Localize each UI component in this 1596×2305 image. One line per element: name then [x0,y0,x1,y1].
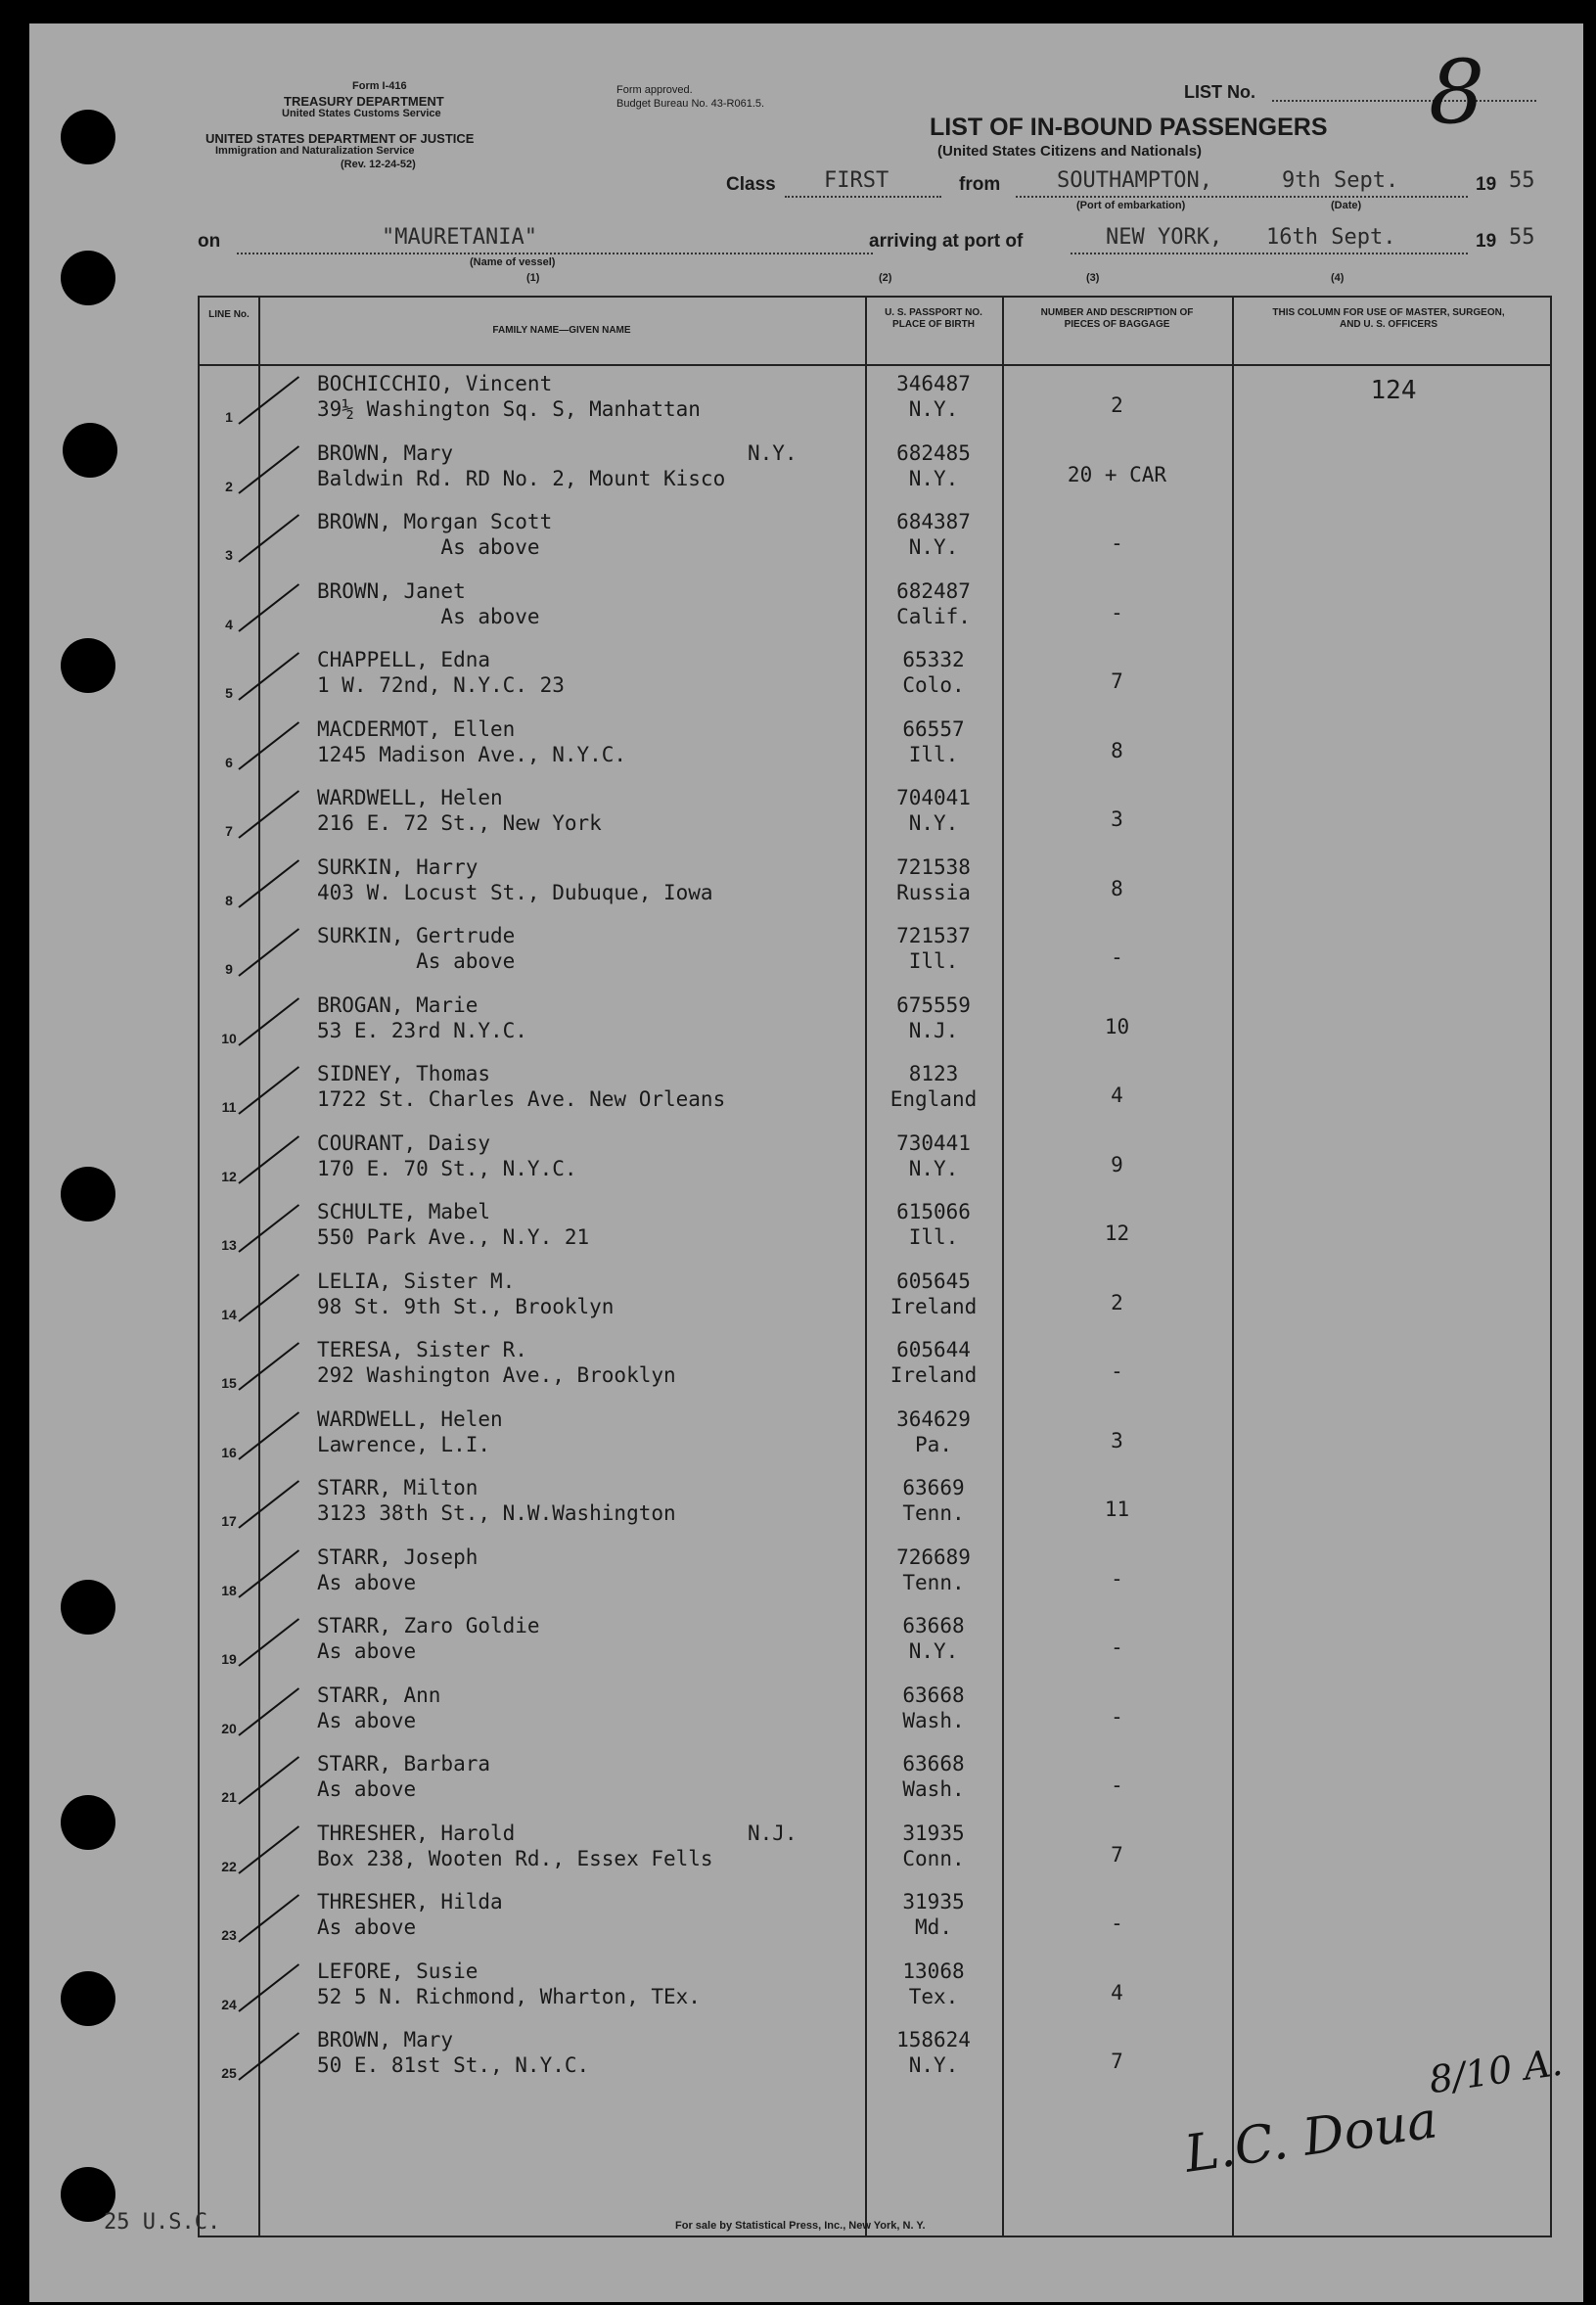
line-number: 4 [225,616,233,632]
passenger-name: SURKIN, Gertrude [317,924,516,947]
vessel-num: (1) [526,272,540,284]
baggage-count: 7 [1111,1842,1123,1867]
table-row [200,780,1550,850]
passport-number: 31935 [902,1821,965,1845]
passport-number: 66557 [902,716,965,741]
form-approved: Form approved. [616,84,693,96]
table-row [200,1470,1550,1540]
place-of-birth: Tenn. [902,1501,965,1525]
line-number: 3 [225,547,233,563]
passport-number: 31935 [902,1890,965,1913]
line-number: 10 [221,1030,237,1046]
list-no-label: LIST No. [1184,82,1255,102]
line-number: 22 [221,1858,237,1874]
baggage-count: 20 + CAR [1067,462,1167,486]
form-subtitle: (United States Citizens and Nationals) [937,143,1203,160]
place-of-birth: Wash. [902,1777,965,1801]
baggage-count: - [1111,1774,1123,1797]
passport-number: 615066 [896,1200,971,1223]
vessel-name: "MAURETANIA" [382,225,537,250]
passenger-name: LEFORE, Susie [317,1959,479,1983]
year2-prefix: 19 [1476,231,1497,252]
arrival-date: 16th Sept. [1266,225,1396,250]
line-number: 5 [225,685,233,701]
passport-number: 65332 [902,648,965,671]
table-row [200,1540,1550,1609]
passenger-name: BOCHICCHIO, Vincent [317,372,553,395]
passenger-address: 403 W. Locust St., Dubuque, Iowa [317,880,713,904]
col-header-name: FAMILY NAME—GIVEN NAME [492,325,631,336]
place-of-birth: N.Y. [908,397,959,421]
place-of-birth: N.Y. [908,466,959,490]
table-row [200,504,1550,574]
table-row [200,1056,1550,1126]
line-number: 8 [225,892,233,908]
signature-note: 8/10 A. [1426,2040,1566,2102]
passenger-name: STARR, Joseph [317,1544,479,1569]
place-of-birth: Ill. [908,949,959,973]
baggage-count: - [1111,1704,1123,1729]
passenger-name: STARR, Zaro Goldie [317,1614,540,1637]
dept-justice-sub: Immigration and Naturalization Service [215,145,415,157]
punch-hole [61,638,115,693]
baggage-count: - [1111,1566,1123,1590]
baggage-count: 11 [1104,1498,1130,1521]
dept-justice: UNITED STATES DEPARTMENT OF JUSTICE [205,131,475,146]
line-number: 7 [225,823,233,839]
line-number: 6 [225,754,233,770]
table-row [200,1332,1550,1402]
table-row [200,1884,1550,1954]
baggage-count: - [1111,1636,1123,1659]
line-number: 15 [221,1375,237,1391]
place-of-birth: England [889,1087,978,1111]
place-of-birth: Ill. [908,1225,959,1249]
table-row [200,366,1550,436]
dept-treasury: TREASURY DEPARTMENT [284,94,444,109]
line-number: 13 [221,1237,237,1253]
line-number: 12 [221,1168,237,1184]
baggage-count: 9 [1111,1152,1123,1176]
table-row [200,1954,1550,2023]
table-row [200,712,1550,781]
table-row [200,1678,1550,1747]
passenger-address: 1245 Madison Ave., N.Y.C. [317,742,627,766]
place-of-birth: Md. [915,1915,952,1939]
passenger-name: STARR, Ann [317,1683,441,1707]
list-no-value: 8 [1429,41,1485,144]
address-state-note: N.Y. [748,440,798,465]
table-row [200,2022,1550,2092]
baggage-count: 7 [1111,2050,1123,2073]
passenger-name: BROWN, Morgan Scott [317,510,553,533]
form-title: LIST OF IN-BOUND PASSENGERS [930,114,1328,141]
passport-number: 682487 [896,578,971,603]
col3-number: (3) [1086,272,1100,284]
passenger-address: As above [317,1708,417,1732]
passenger-name: MACDERMOT, Ellen [317,716,516,741]
col-header-line: LINE No. [208,309,250,320]
baggage-count: 2 [1111,393,1123,417]
place-of-birth: Calif. [896,604,971,628]
signature: L.C. Doua [1181,2091,1441,2185]
passenger-name: THRESHER, Hilda [317,1890,503,1913]
passenger-address: 50 E. 81st St., N.Y.C. [317,2053,590,2077]
table-row [200,1402,1550,1471]
baggage-count: 3 [1111,807,1123,831]
line-number: 24 [221,1996,237,2012]
table-row [200,436,1550,505]
passenger-name: SIDNEY, Thomas [317,1062,491,1085]
baggage-count: 4 [1111,1980,1123,2005]
embark-date: 9th Sept. [1282,168,1399,193]
passenger-address: Box 238, Wooten Rd., Essex Fells [317,1846,713,1870]
passport-number: 63669 [902,1476,965,1499]
dept-treasury-sub: United States Customs Service [282,108,441,119]
line-number: 23 [221,1927,237,1943]
passenger-name: SCHULTE, Mabel [317,1200,491,1223]
line-number: 2 [225,478,233,494]
col2-number: (2) [879,272,892,284]
passenger-address: 53 E. 23rd N.Y.C. [317,1018,527,1042]
baggage-count: 8 [1111,876,1123,900]
passport-number: 63668 [902,1683,965,1707]
table-row [200,918,1550,988]
punch-hole [61,251,115,305]
footer-left: 25 U.S.C. [104,2210,221,2235]
place-of-birth: N.Y. [908,811,959,835]
table-row [200,574,1550,643]
revision: (Rev. 12-24-52) [341,159,416,170]
address-state-note: N.J. [748,1821,798,1845]
passenger-address: 52 5 N. Richmond, Wharton, TEx. [317,1984,701,2008]
col-header-official: THIS COLUMN FOR USE OF MASTER, SURGEON, AND U. S. OFFICERS [1272,307,1505,330]
baggage-count: - [1111,1912,1123,1935]
class-label: Class [726,174,776,195]
passenger-address: 1 W. 72nd, N.Y.C. 23 [317,673,565,697]
passport-number: 730441 [896,1130,971,1155]
passenger-address: 550 Park Ave., N.Y. 21 [317,1225,590,1249]
table-row [200,988,1550,1057]
manifest-sheet [29,23,1583,2302]
passenger-address: 292 Washington Ave., Brooklyn [317,1363,676,1387]
passenger-name: LELIA, Sister M. [317,1268,516,1293]
passenger-name: SURKIN, Harry [317,854,479,879]
passenger-address: 3123 38th St., N.W.Washington [317,1501,676,1525]
arrival-port: NEW YORK, [1106,225,1223,250]
class-value: FIRST [824,168,889,193]
passenger-address: 39½ Washington Sq. S, Manhattan [317,397,701,421]
punch-hole [61,1167,115,1222]
col4-number: (4) [1331,272,1345,284]
line-number: 20 [221,1720,237,1736]
form-number: Form I-416 [352,80,407,92]
line-number: 21 [221,1789,237,1805]
place-of-birth: Russia [896,880,971,904]
passport-number: 684387 [896,510,971,533]
place-of-birth: Ireland [889,1363,978,1387]
table-row [200,642,1550,712]
passenger-address: As above [317,1639,417,1663]
passport-number: 605645 [896,1268,971,1293]
table-row [200,1126,1550,1195]
line-number: 17 [221,1513,237,1529]
place-of-birth: Pa. [915,1432,952,1456]
official-note: 124 [1370,376,1417,405]
punch-hole [61,1971,115,2026]
passenger-name: THRESHER, Harold [317,1821,516,1845]
passenger-address: Baldwin Rd. RD No. 2, Mount Kisco [317,466,726,490]
baggage-count: 12 [1104,1222,1130,1245]
passenger-address: As above [317,535,540,559]
embark-caption: (Port of embarkation) [1076,200,1186,211]
passport-number: 605644 [896,1338,971,1361]
footer-printer: For sale by Statistical Press, Inc., New York, N. Y. [675,2220,926,2232]
passenger-name: WARDWELL, Helen [317,786,503,809]
passport-number: 682485 [896,440,971,465]
passenger-address: As above [317,949,516,973]
punch-hole [63,423,117,478]
passport-number: 726689 [896,1544,971,1569]
date-caption: (Date) [1331,200,1362,211]
place-of-birth: Tenn. [902,1570,965,1594]
passenger-name: TERESA, Sister R. [317,1338,527,1361]
baggage-count: - [1111,531,1123,555]
punch-hole [61,1580,115,1635]
passenger-name: WARDWELL, Helen [317,1406,503,1431]
passenger-address: As above [317,1915,417,1939]
place-of-birth: N.Y. [908,1156,959,1180]
place-of-birth: N.Y. [908,1639,959,1663]
place-of-birth: Ill. [908,742,959,766]
passport-number: 13068 [902,1959,965,1983]
passenger-address: 170 E. 70 St., N.Y.C. [317,1156,577,1180]
table-row [200,850,1550,919]
baggage-count: 10 [1104,1014,1130,1038]
baggage-count: - [1111,945,1123,969]
place-of-birth: Conn. [902,1846,965,1870]
baggage-count: - [1111,600,1123,624]
passenger-name: BROWN, Mary [317,440,454,465]
place-of-birth: Ireland [889,1294,978,1318]
punch-hole [61,1795,115,1850]
baggage-count: 7 [1111,669,1123,693]
place-of-birth: N.Y. [908,535,959,559]
year2-value: 55 [1509,225,1535,250]
passenger-address: Lawrence, L.I. [317,1432,491,1456]
table-row [200,1816,1550,1885]
table-row [200,1608,1550,1678]
embark-port: SOUTHAMPTON, [1057,168,1212,193]
passenger-address: As above [317,604,540,628]
passenger-address: As above [317,1570,417,1594]
passport-number: 721537 [896,924,971,947]
line-number: 1 [225,409,233,425]
passenger-address: 98 St. 9th St., Brooklyn [317,1294,615,1318]
baggage-count: 3 [1111,1428,1123,1452]
passenger-table [198,296,1552,2237]
passport-number: 704041 [896,786,971,809]
passenger-address: 1722 St. Charles Ave. New Orleans [317,1087,726,1111]
line-number: 16 [221,1444,237,1460]
baggage-count: 8 [1111,738,1123,762]
line-number: 11 [221,1099,237,1115]
table-row [200,1264,1550,1333]
on-label: on [198,231,221,252]
line-number: 9 [225,961,233,977]
passport-number: 364629 [896,1406,971,1431]
line-number: 19 [221,1651,237,1667]
passenger-name: STARR, Barbara [317,1752,491,1775]
line-number: 25 [221,2065,237,2081]
place-of-birth: N.Y. [908,2053,959,2077]
passenger-name: BROGAN, Marie [317,992,479,1017]
passenger-name: BROWN, Mary [317,2028,454,2051]
passenger-name: CHAPPELL, Edna [317,648,491,671]
passport-number: 721538 [896,854,971,879]
col-header-passport: U. S. PASSPORT NO. PLACE OF BIRTH [885,307,982,330]
col-header-baggage: NUMBER AND DESCRIPTION OF PIECES OF BAGGAGE [1040,307,1194,330]
passenger-name: BROWN, Janet [317,578,466,603]
line-number: 14 [221,1306,237,1322]
baggage-count: 2 [1111,1290,1123,1314]
line-number: 18 [221,1582,237,1598]
passenger-address: 216 E. 72 St., New York [317,811,602,835]
budget-bureau: Budget Bureau No. 43-R061.5. [616,98,765,110]
baggage-count: - [1111,1360,1123,1383]
passport-number: 8123 [908,1062,959,1085]
passport-number: 63668 [902,1614,965,1637]
punch-hole [61,110,115,164]
passenger-name: COURANT, Daisy [317,1130,491,1155]
passenger-address: As above [317,1777,417,1801]
passport-number: 675559 [896,992,971,1017]
arriving-label: arriving at port of [869,231,1024,252]
place-of-birth: Tex. [908,1984,959,2008]
table-row [200,1194,1550,1264]
from-label: from [959,174,1001,195]
place-of-birth: N.J. [908,1018,959,1042]
passenger-name: STARR, Milton [317,1476,479,1499]
passport-number: 63668 [902,1752,965,1775]
baggage-count: 4 [1111,1083,1123,1107]
place-of-birth: Colo. [902,673,965,697]
passport-number: 346487 [896,372,971,395]
place-of-birth: Wash. [902,1708,965,1732]
table-row [200,1746,1550,1816]
year-value: 55 [1509,168,1535,193]
passport-number: 158624 [896,2028,971,2051]
vessel-caption: (Name of vessel) [470,256,556,268]
year-prefix: 19 [1476,174,1497,195]
